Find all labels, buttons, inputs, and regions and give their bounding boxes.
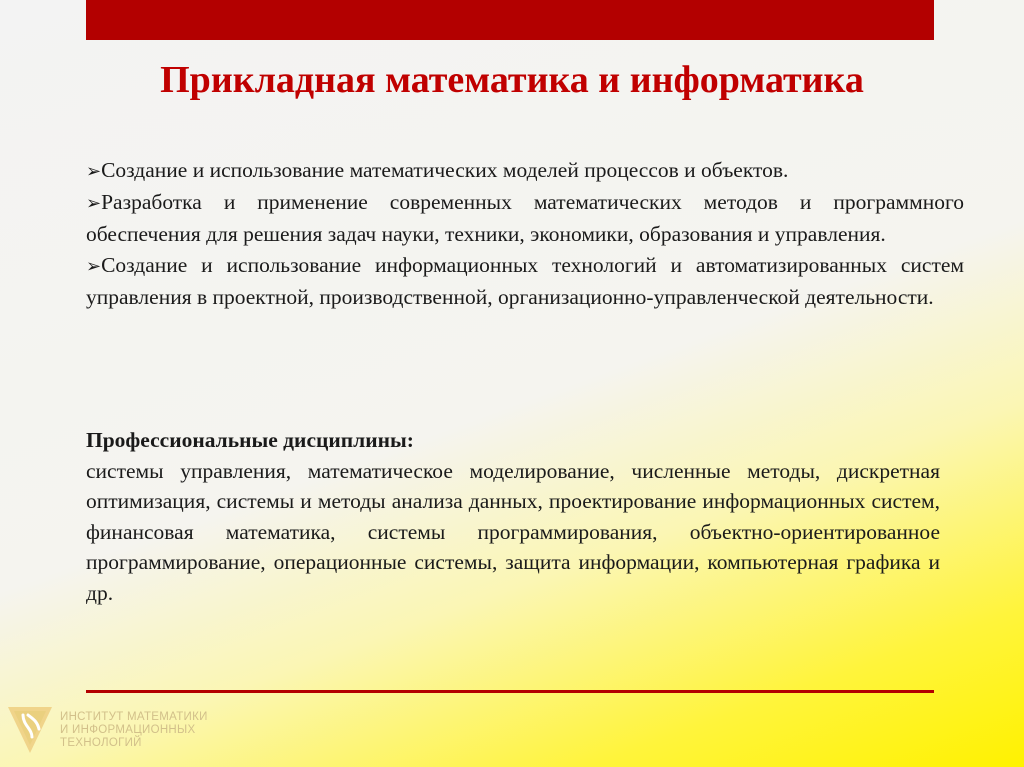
slide-title: Прикладная математика и информатика — [160, 59, 864, 101]
disciplines-heading: Профессиональные дисциплины: — [86, 428, 414, 452]
arrow-bullet-icon: ➢ — [86, 193, 102, 214]
arrow-bullet-icon: ➢ — [86, 256, 102, 277]
disciplines-section — [86, 425, 940, 608]
bullet-text: Создание и использование математических моделей процессов и объектов. — [101, 158, 789, 182]
institute-logo — [6, 701, 236, 763]
bullet-text: Создание и использование информационных технологий и автоматизированных систем управления в проектной, производственной, организационно-управленческой деятельности. — [86, 253, 964, 309]
bullet-text: Разработка и применение современных математических методов и программного обеспечения для решения задач науки, техники, экономики, образования и управления. — [86, 190, 964, 246]
institute-emblem-icon — [6, 701, 54, 755]
bullet-list — [86, 155, 964, 313]
bullet-item — [86, 155, 964, 187]
top-accent-bar — [86, 0, 934, 40]
institute-name: ИНСТИТУТ МАТЕМАТИКИ И ИНФОРМАЦИОННЫХ ТЕХНОЛОГИЙ — [60, 711, 208, 749]
arrow-bullet-icon: ➢ — [86, 161, 102, 182]
bullet-item — [86, 250, 964, 313]
bottom-divider — [86, 690, 934, 693]
disciplines-text: системы управления, математическое моделирование, численные методы, дискретная оптимизация, системы и методы анализа данных, проектирование информационных систем, финансовая математика, системы программирования, объектно-ориентированное программирование, операционные системы, защита информации, компьютерная графика и др. — [86, 458, 940, 605]
bullet-item — [86, 187, 964, 250]
